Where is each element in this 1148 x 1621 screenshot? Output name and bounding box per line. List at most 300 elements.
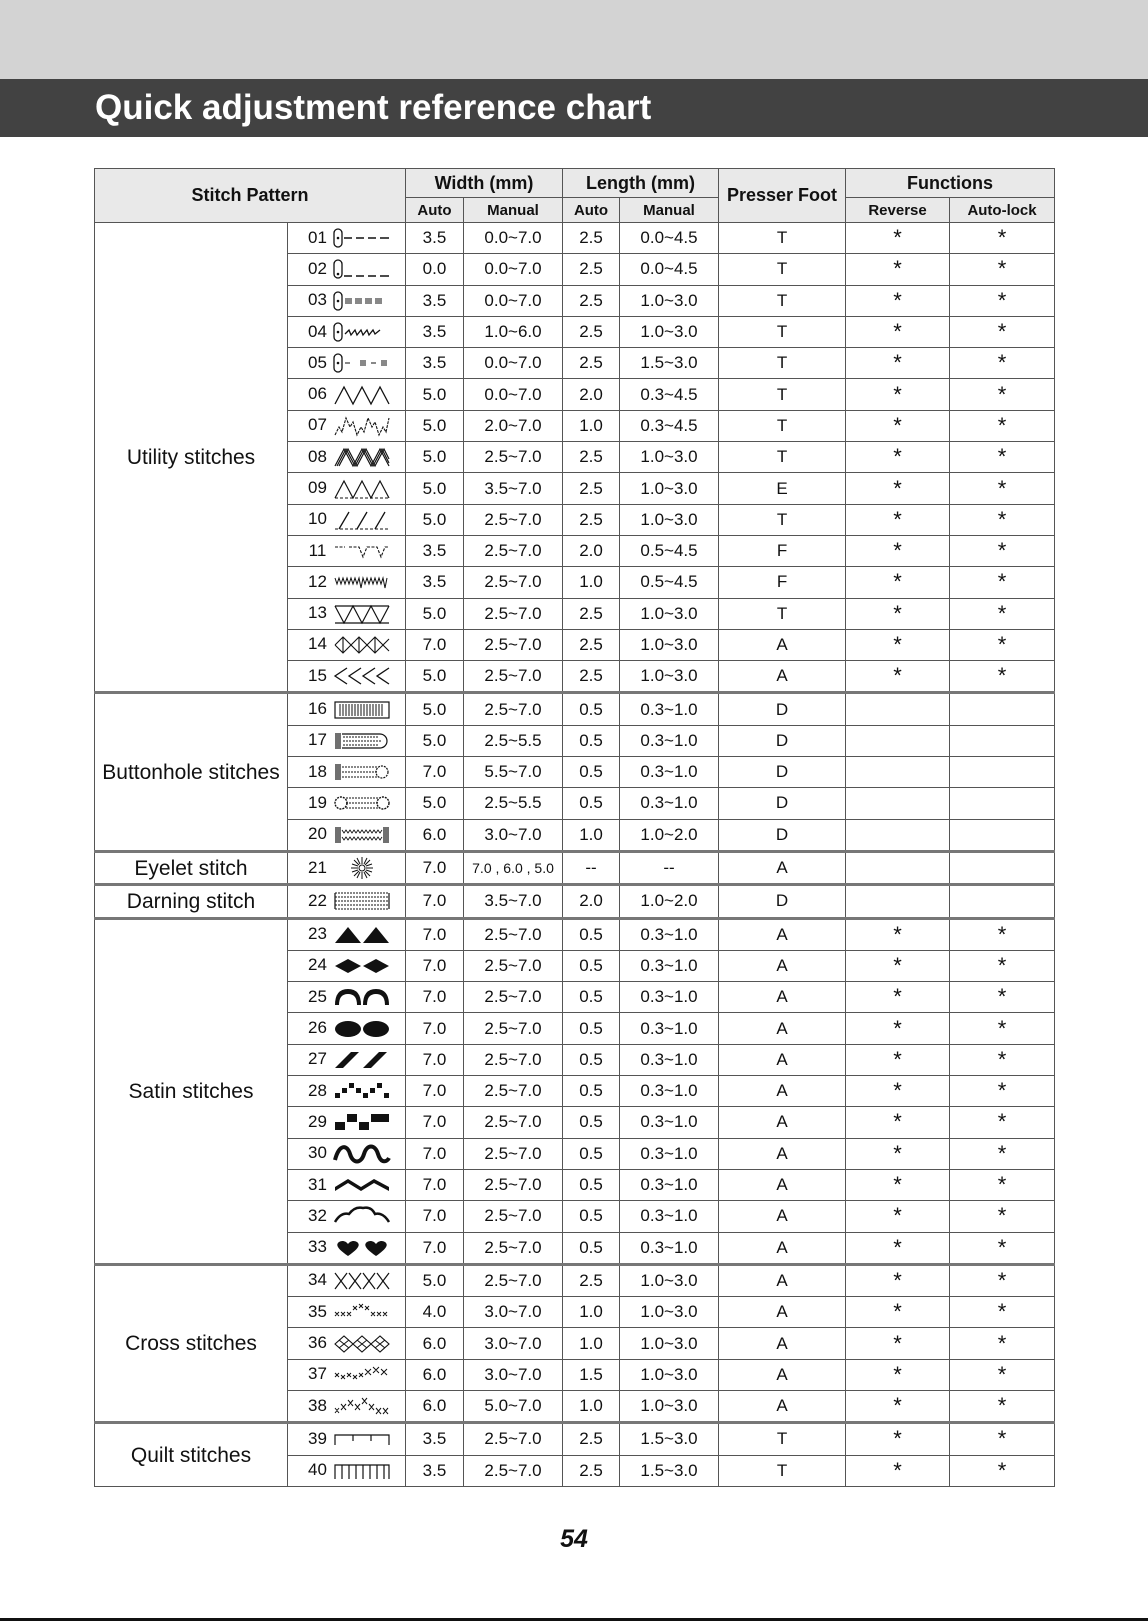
width-auto-cell: 3.5 <box>406 535 464 566</box>
satin-step-icon <box>333 1079 391 1103</box>
straight-stitch-left-icon <box>333 226 391 250</box>
length-auto-cell: 2.5 <box>563 348 620 379</box>
stitch-number: 37 <box>308 1364 327 1384</box>
straight-stitch-center-icon <box>333 257 391 281</box>
width-auto-cell: 7.0 <box>406 1044 464 1075</box>
reverse-cell: * <box>846 1297 950 1328</box>
width-auto-cell: 5.0 <box>406 598 464 629</box>
square-buttonhole-icon <box>333 698 391 722</box>
stitch-pattern-cell <box>288 918 406 950</box>
satin-heart-icon <box>333 1236 391 1260</box>
stitch-number: 26 <box>308 1018 327 1038</box>
width-manual-cell: 3.0~7.0 <box>464 1328 563 1359</box>
width-auto-cell: 7.0 <box>406 1107 464 1138</box>
length-auto-cell: 2.5 <box>563 473 620 504</box>
width-auto-cell: 5.0 <box>406 379 464 410</box>
stitch-pattern-cell <box>288 1076 406 1107</box>
table-row <box>95 223 1055 254</box>
width-auto-cell: 6.0 <box>406 1359 464 1390</box>
width-auto-cell: 5.0 <box>406 442 464 473</box>
width-manual-cell: 5.5~7.0 <box>464 757 563 788</box>
length-manual-cell: 1.0~3.0 <box>620 442 719 473</box>
width-manual-cell: 3.5~7.0 <box>464 473 563 504</box>
width-manual-cell: 2.5~7.0 <box>464 442 563 473</box>
presser-foot-cell: A <box>719 1138 846 1169</box>
autolock-cell: * <box>950 629 1055 660</box>
presser-foot-cell: F <box>719 535 846 566</box>
width-auto-cell: 3.5 <box>406 1423 464 1455</box>
autolock-cell: * <box>950 1232 1055 1264</box>
length-auto-cell: 2.0 <box>563 535 620 566</box>
double-cross-stitch-icon <box>333 1332 391 1356</box>
stitch-number: 32 <box>308 1205 327 1225</box>
reverse-cell <box>846 885 950 918</box>
length-manual-cell: 0.3~4.5 <box>620 410 719 441</box>
width-manual-cell: 2.5~7.0 <box>464 1423 563 1455</box>
stitch-number: 39 <box>308 1428 327 1448</box>
reverse-cell: * <box>846 410 950 441</box>
stitch-pattern-cell <box>288 950 406 981</box>
width-manual-cell: 2.5~5.5 <box>464 788 563 819</box>
width-auto-cell: 7.0 <box>406 950 464 981</box>
presser-foot-cell: A <box>719 918 846 950</box>
stitch-pattern-cell <box>288 1201 406 1232</box>
header-reverse: Reverse <box>846 198 950 223</box>
length-auto-cell: 2.5 <box>563 285 620 316</box>
reverse-cell: * <box>846 982 950 1013</box>
stitch-number: 07 <box>308 415 327 435</box>
width-manual-cell: 2.5~7.0 <box>464 950 563 981</box>
autolock-cell: * <box>950 661 1055 693</box>
round-end-buttonhole-icon <box>333 729 391 753</box>
satin-scallop-icon <box>333 1204 391 1228</box>
stitch-number: 05 <box>308 352 327 372</box>
presser-foot-cell: A <box>719 629 846 660</box>
stitch-number: 08 <box>308 446 327 466</box>
length-auto-cell: 0.5 <box>563 1169 620 1200</box>
width-manual-cell: 2.5~7.0 <box>464 661 563 693</box>
length-manual-cell: 0.3~1.0 <box>620 1107 719 1138</box>
width-auto-cell: 7.0 <box>406 1013 464 1044</box>
width-auto-cell: 6.0 <box>406 1390 464 1422</box>
stitch-pattern-cell <box>288 788 406 819</box>
stitch-pattern-cell <box>288 1328 406 1359</box>
width-auto-cell: 4.0 <box>406 1297 464 1328</box>
stitch-number: 25 <box>308 986 327 1006</box>
reverse-cell: * <box>846 1013 950 1044</box>
feather-stitch-icon <box>333 633 391 657</box>
stitch-number: 06 <box>308 384 327 404</box>
autolock-cell: * <box>950 504 1055 535</box>
stitch-pattern-cell <box>288 535 406 566</box>
length-manual-cell: 0.3~1.0 <box>620 693 719 725</box>
autolock-cell <box>950 885 1055 918</box>
stitch-pattern-cell <box>288 1107 406 1138</box>
reverse-cell: * <box>846 598 950 629</box>
length-auto-cell: 0.5 <box>563 1201 620 1232</box>
autolock-cell <box>950 757 1055 788</box>
autolock-cell: * <box>950 1107 1055 1138</box>
presser-foot-cell: D <box>719 819 846 851</box>
stitch-pattern-cell <box>288 1044 406 1075</box>
keyhole-buttonhole-icon <box>333 760 391 784</box>
autolock-cell: * <box>950 223 1055 254</box>
category-label: Eyelet stitch <box>95 851 288 884</box>
autolock-cell <box>950 693 1055 725</box>
presser-foot-cell: A <box>719 982 846 1013</box>
stitch-pattern-cell <box>288 1264 406 1296</box>
width-auto-cell: 7.0 <box>406 1169 464 1200</box>
satin-diamond-icon <box>333 954 391 978</box>
reverse-cell: * <box>846 442 950 473</box>
width-auto-cell: 7.0 <box>406 1138 464 1169</box>
presser-foot-cell: A <box>719 661 846 693</box>
stitch-number: 34 <box>308 1270 327 1290</box>
autolock-cell <box>950 725 1055 756</box>
stitch-number: 30 <box>308 1143 327 1163</box>
header-width-manual: Manual <box>464 198 563 223</box>
autolock-cell: * <box>950 1138 1055 1169</box>
stitch-pattern-cell <box>288 885 406 918</box>
stitch-pattern-cell <box>288 725 406 756</box>
reverse-cell: * <box>846 1423 950 1455</box>
autolock-cell: * <box>950 1076 1055 1107</box>
width-auto-cell: 3.5 <box>406 223 464 254</box>
autolock-cell: * <box>950 410 1055 441</box>
length-manual-cell: 0.3~1.0 <box>620 1138 719 1169</box>
category-label: Satin stitches <box>95 918 288 1264</box>
stitch-number: 10 <box>308 509 327 529</box>
header-stitch-pattern: Stitch Pattern <box>95 169 406 223</box>
length-auto-cell: 2.5 <box>563 504 620 535</box>
stitch-number: 33 <box>308 1237 327 1257</box>
reverse-cell: * <box>846 1328 950 1359</box>
width-manual-cell: 0.0~7.0 <box>464 285 563 316</box>
length-manual-cell: 1.0~3.0 <box>620 504 719 535</box>
width-manual-cell: 7.0 , 6.0 , 5.0 <box>464 851 563 884</box>
stitch-number: 18 <box>308 761 327 781</box>
stretch-buttonhole-icon <box>333 823 391 847</box>
stitch-pattern-cell <box>288 629 406 660</box>
width-manual-cell: 2.5~7.0 <box>464 535 563 566</box>
table-row <box>95 1264 1055 1296</box>
stitch-number: 23 <box>308 924 327 944</box>
presser-foot-cell: A <box>719 1264 846 1296</box>
length-auto-cell: 2.5 <box>563 1423 620 1455</box>
width-auto-cell: 0.0 <box>406 254 464 285</box>
reverse-cell: * <box>846 348 950 379</box>
autolock-cell: * <box>950 285 1055 316</box>
reverse-cell <box>846 725 950 756</box>
autolock-cell: * <box>950 535 1055 566</box>
width-auto-cell: 7.0 <box>406 629 464 660</box>
reference-chart-table <box>94 168 1055 1487</box>
autolock-cell: * <box>950 1455 1055 1486</box>
table-row <box>95 851 1055 884</box>
length-auto-cell: 2.5 <box>563 1455 620 1486</box>
stitch-pattern-cell <box>288 254 406 285</box>
width-manual-cell: 2.5~7.0 <box>464 1264 563 1296</box>
presser-foot-cell: T <box>719 442 846 473</box>
length-auto-cell: 0.5 <box>563 1107 620 1138</box>
length-manual-cell: 0.3~1.0 <box>620 788 719 819</box>
reverse-cell: * <box>846 535 950 566</box>
reverse-cell: * <box>846 223 950 254</box>
header-length-auto: Auto <box>563 198 620 223</box>
length-manual-cell: -- <box>620 851 719 884</box>
width-auto-cell: 7.0 <box>406 757 464 788</box>
stitch-pattern-cell <box>288 1169 406 1200</box>
header-width: Width (mm) <box>406 169 563 198</box>
cross-chain-stitch-icon <box>333 1363 391 1387</box>
length-manual-cell: 0.3~1.0 <box>620 725 719 756</box>
width-auto-cell: 5.0 <box>406 504 464 535</box>
stitch-pattern-cell <box>288 442 406 473</box>
stitch-number: 20 <box>308 824 327 844</box>
width-manual-cell: 3.0~7.0 <box>464 1359 563 1390</box>
reverse-cell: * <box>846 1138 950 1169</box>
length-auto-cell: 2.5 <box>563 223 620 254</box>
stitch-pattern-cell <box>288 379 406 410</box>
autolock-cell: * <box>950 1297 1055 1328</box>
width-manual-cell: 2.5~7.0 <box>464 982 563 1013</box>
autolock-cell: * <box>950 918 1055 950</box>
width-auto-cell: 6.0 <box>406 1328 464 1359</box>
length-auto-cell: 0.5 <box>563 950 620 981</box>
length-manual-cell: 0.3~1.0 <box>620 1013 719 1044</box>
autolock-cell: * <box>950 379 1055 410</box>
stitch-number: 40 <box>308 1460 327 1480</box>
width-auto-cell: 5.0 <box>406 693 464 725</box>
double-round-buttonhole-icon <box>333 791 391 815</box>
reverse-cell: * <box>846 629 950 660</box>
length-auto-cell: 1.0 <box>563 1328 620 1359</box>
length-auto-cell: 0.5 <box>563 1013 620 1044</box>
width-manual-cell: 2.5~7.0 <box>464 1076 563 1107</box>
stitch-number: 13 <box>308 603 327 623</box>
reverse-cell: * <box>846 1455 950 1486</box>
length-auto-cell: 2.5 <box>563 629 620 660</box>
table-row <box>95 693 1055 725</box>
stitch-number: 29 <box>308 1111 327 1131</box>
width-manual-cell: 2.5~7.0 <box>464 1232 563 1264</box>
length-auto-cell: 0.5 <box>563 693 620 725</box>
reverse-cell: * <box>846 1359 950 1390</box>
stitch-number: 24 <box>308 955 327 975</box>
presser-foot-cell: T <box>719 598 846 629</box>
reverse-cell <box>846 819 950 851</box>
quilt-stitch-wide-icon <box>333 1427 391 1451</box>
header-autolock: Auto-lock <box>950 198 1055 223</box>
width-auto-cell: 7.0 <box>406 982 464 1013</box>
darning-icon <box>333 889 391 913</box>
length-manual-cell: 1.5~3.0 <box>620 1455 719 1486</box>
presser-foot-cell: A <box>719 1297 846 1328</box>
autolock-cell: * <box>950 316 1055 347</box>
satin-block-icon <box>333 1110 391 1134</box>
stitch-pattern-cell <box>288 851 406 884</box>
length-manual-cell: 1.0~3.0 <box>620 473 719 504</box>
autolock-cell: * <box>950 1423 1055 1455</box>
presser-foot-cell: A <box>719 1013 846 1044</box>
length-manual-cell: 1.0~3.0 <box>620 1264 719 1296</box>
reverse-cell: * <box>846 379 950 410</box>
stitch-pattern-cell <box>288 567 406 598</box>
header-width-auto: Auto <box>406 198 464 223</box>
header-row-top <box>95 169 1055 198</box>
reverse-cell: * <box>846 316 950 347</box>
width-manual-cell: 2.5~7.0 <box>464 918 563 950</box>
length-auto-cell: 2.5 <box>563 442 620 473</box>
length-manual-cell: 0.5~4.5 <box>620 535 719 566</box>
stitch-pattern-cell <box>288 757 406 788</box>
autolock-cell: * <box>950 567 1055 598</box>
length-auto-cell: 2.5 <box>563 1264 620 1296</box>
autolock-cell: * <box>950 442 1055 473</box>
autolock-cell: * <box>950 1264 1055 1296</box>
length-auto-cell: 1.0 <box>563 1390 620 1422</box>
stitch-pattern-cell <box>288 504 406 535</box>
width-manual-cell: 2.5~7.0 <box>464 598 563 629</box>
presser-foot-cell: T <box>719 316 846 347</box>
presser-foot-cell: A <box>719 1359 846 1390</box>
width-manual-cell: 3.0~7.0 <box>464 819 563 851</box>
length-auto-cell: 0.5 <box>563 757 620 788</box>
width-auto-cell: 3.5 <box>406 285 464 316</box>
reverse-cell: * <box>846 1044 950 1075</box>
stitch-pattern-cell <box>288 982 406 1013</box>
stitch-pattern-cell <box>288 1359 406 1390</box>
length-manual-cell: 1.0~3.0 <box>620 1328 719 1359</box>
double-overlock-stitch-icon <box>333 602 391 626</box>
header-functions: Functions <box>846 169 1055 198</box>
stem-stitch-icon <box>333 320 391 344</box>
satin-arch-icon <box>333 985 391 1009</box>
width-manual-cell: 2.5~7.0 <box>464 629 563 660</box>
length-auto-cell: 0.5 <box>563 788 620 819</box>
length-manual-cell: 0.3~1.0 <box>620 1201 719 1232</box>
table-row <box>95 885 1055 918</box>
width-manual-cell: 2.5~7.0 <box>464 1201 563 1232</box>
stitch-number: 12 <box>308 571 327 591</box>
presser-foot-cell: D <box>719 757 846 788</box>
reverse-cell: * <box>846 1232 950 1264</box>
width-auto-cell: 7.0 <box>406 885 464 918</box>
length-auto-cell: 2.5 <box>563 661 620 693</box>
satin-triangle-icon <box>333 923 391 947</box>
reverse-cell: * <box>846 254 950 285</box>
length-manual-cell: 1.0~3.0 <box>620 1390 719 1422</box>
stitch-number: 09 <box>308 478 327 497</box>
length-manual-cell: 0.3~1.0 <box>620 757 719 788</box>
presser-foot-cell: D <box>719 788 846 819</box>
width-manual-cell: 2.5~7.0 <box>464 1013 563 1044</box>
presser-foot-cell: T <box>719 285 846 316</box>
length-manual-cell: 1.0~3.0 <box>620 598 719 629</box>
category-label: Darning stitch <box>95 885 288 918</box>
length-auto-cell: 1.0 <box>563 410 620 441</box>
width-auto-cell: 3.5 <box>406 348 464 379</box>
autolock-cell: * <box>950 473 1055 504</box>
page-title: Quick adjustment reference chart <box>95 88 652 127</box>
stitch-number: 28 <box>308 1080 327 1100</box>
length-auto-cell: 0.5 <box>563 1076 620 1107</box>
reverse-cell <box>846 851 950 884</box>
stitch-number: 19 <box>308 792 327 812</box>
length-auto-cell: -- <box>563 851 620 884</box>
width-manual-cell: 2.5~5.5 <box>464 725 563 756</box>
width-auto-cell: 7.0 <box>406 851 464 884</box>
reverse-cell: * <box>846 1201 950 1232</box>
stitch-number: 38 <box>308 1395 327 1415</box>
stitch-number: 16 <box>308 699 327 719</box>
presser-foot-cell: D <box>719 725 846 756</box>
presser-foot-cell: T <box>719 1455 846 1486</box>
length-auto-cell: 0.5 <box>563 1232 620 1264</box>
stitch-number: 21 <box>308 857 327 877</box>
stitch-pattern-cell <box>288 1138 406 1169</box>
stitch-number: 27 <box>308 1049 327 1069</box>
reverse-cell: * <box>846 661 950 693</box>
presser-foot-cell: A <box>719 1169 846 1200</box>
stitch-pattern-cell <box>288 1423 406 1455</box>
length-auto-cell: 1.5 <box>563 1359 620 1390</box>
length-manual-cell: 0.3~1.0 <box>620 950 719 981</box>
length-auto-cell: 0.5 <box>563 982 620 1013</box>
stitch-pattern-cell <box>288 1390 406 1422</box>
presser-foot-cell: F <box>719 567 846 598</box>
stitch-pattern-cell <box>288 693 406 725</box>
length-auto-cell: 0.5 <box>563 1138 620 1169</box>
stitch-pattern-cell <box>288 223 406 254</box>
width-auto-cell: 7.0 <box>406 1076 464 1107</box>
reverse-cell: * <box>846 918 950 950</box>
presser-foot-cell: T <box>719 223 846 254</box>
triple-straight-stitch-icon <box>333 289 391 313</box>
presser-foot-cell: A <box>719 1076 846 1107</box>
cross-wave-stitch-icon <box>333 1394 391 1418</box>
length-manual-cell: 0.3~4.5 <box>620 379 719 410</box>
autolock-cell: * <box>950 1201 1055 1232</box>
table-row <box>95 1423 1055 1455</box>
length-manual-cell: 1.5~3.0 <box>620 348 719 379</box>
length-manual-cell: 1.0~3.0 <box>620 629 719 660</box>
stitch-pattern-cell <box>288 348 406 379</box>
stitch-pattern-cell <box>288 1013 406 1044</box>
stitch-number: 11 <box>308 540 327 560</box>
stitch-number: 15 <box>308 665 327 685</box>
autolock-cell <box>950 788 1055 819</box>
width-manual-cell: 2.5~7.0 <box>464 693 563 725</box>
length-manual-cell: 1.5~3.0 <box>620 1423 719 1455</box>
reverse-cell: * <box>846 950 950 981</box>
basting-stitch-icon <box>333 351 391 375</box>
presser-foot-cell: T <box>719 379 846 410</box>
presser-foot-cell: A <box>719 1328 846 1359</box>
length-manual-cell: 0.3~1.0 <box>620 1169 719 1200</box>
presser-foot-cell: D <box>719 885 846 918</box>
autolock-cell: * <box>950 1169 1055 1200</box>
length-auto-cell: 0.5 <box>563 1044 620 1075</box>
stitch-pattern-cell <box>288 819 406 851</box>
width-manual-cell: 0.0~7.0 <box>464 348 563 379</box>
length-auto-cell: 2.5 <box>563 316 620 347</box>
presser-foot-cell: A <box>719 1201 846 1232</box>
stitch-pattern-cell <box>288 410 406 441</box>
quilt-stitch-narrow-icon <box>333 1459 391 1483</box>
length-auto-cell: 2.0 <box>563 379 620 410</box>
length-manual-cell: 0.0~4.5 <box>620 254 719 285</box>
